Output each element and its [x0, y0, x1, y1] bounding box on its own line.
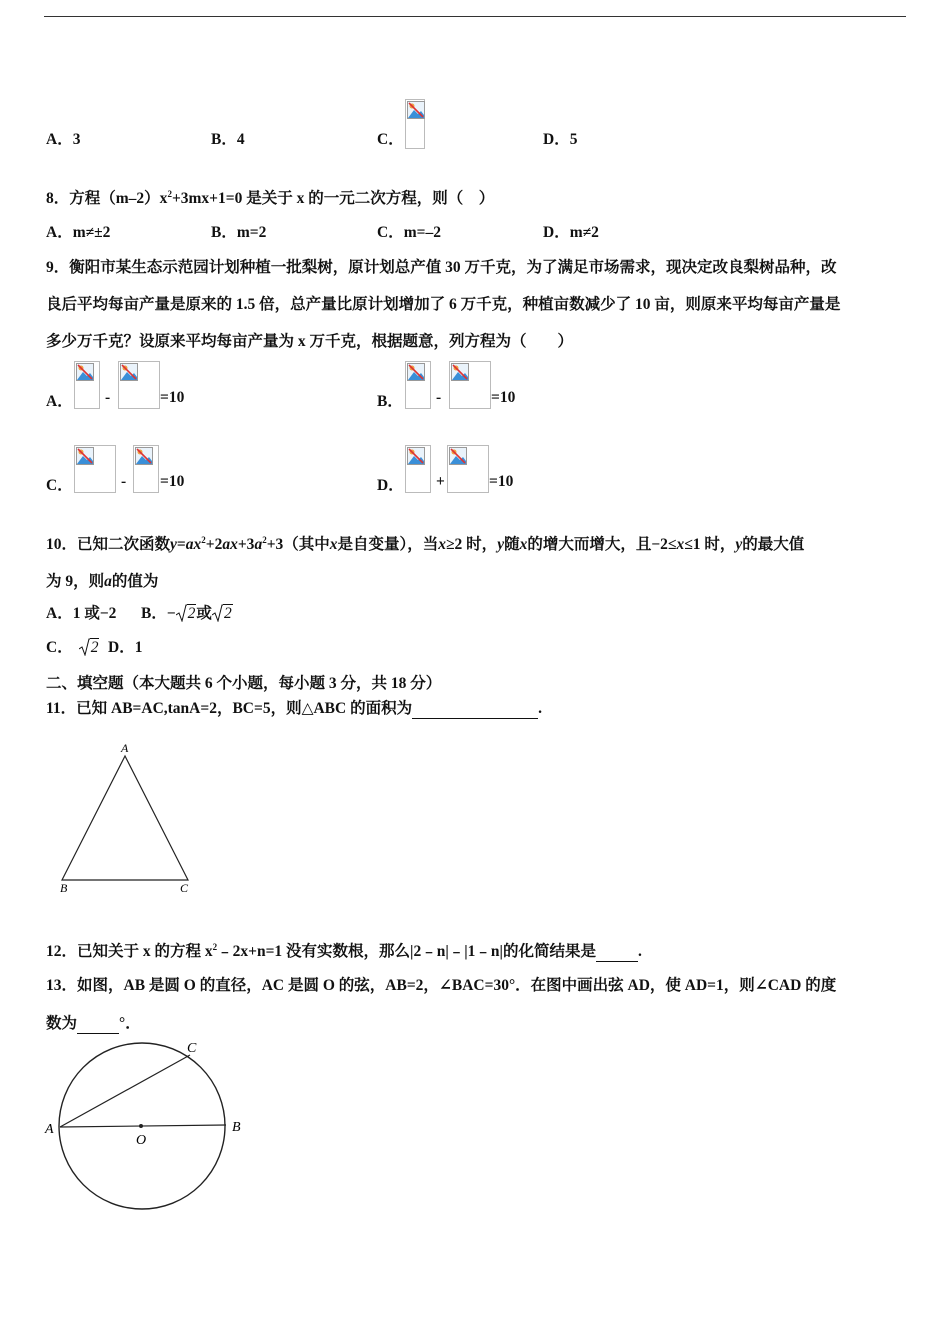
q10-line2-b: 的值为 — [111, 573, 159, 590]
q9-b-equals: =10 — [491, 389, 516, 406]
q10-term-1: ax — [185, 536, 202, 553]
q11-stem — [46, 696, 542, 719]
vertex-label-c: C — [180, 881, 189, 895]
q9-line-1: 9．衡阳市某生态示范园计划种植一批梨树，原计划总产值 30 万千克，为了满足市场需求，现决定改良梨树品种，改 — [46, 259, 837, 276]
q9-a-fraction-1-image — [74, 361, 100, 409]
q10-b-radicand-2: 2 — [223, 605, 232, 622]
q9-option-c-label: C． — [46, 477, 73, 494]
q9-c-equals: =10 — [160, 473, 185, 490]
q10-option-c-label: C． — [46, 639, 73, 656]
q10-line2-a: 为 9，则 — [46, 573, 105, 590]
q10-option-a: A．1 或−2 — [46, 605, 117, 622]
q10-text-6: 的最大值 — [742, 536, 805, 553]
point-label-a: A — [45, 1122, 54, 1137]
q13-text: 数为 — [46, 1015, 78, 1032]
q7-option-a: A．3 — [46, 131, 81, 148]
q10-mid-1: +2 — [205, 536, 223, 553]
q7-option-b: B．4 — [211, 131, 245, 148]
q13-line-2 — [46, 1011, 141, 1034]
q12-end: . — [637, 943, 642, 960]
q9-a-fraction-2-image — [118, 361, 160, 409]
broken-image-icon — [449, 447, 467, 465]
q10-exp-2: 2 — [262, 534, 267, 545]
q10-option-d: D．1 — [108, 639, 143, 656]
q10-var-x-4: x — [676, 536, 685, 553]
radical-sign-icon — [79, 638, 90, 656]
q12-text-1: 12．已知关于 x 的方程 x — [46, 943, 213, 960]
q9-b-fraction-2-image — [449, 361, 491, 409]
q13-end: °． — [119, 1015, 141, 1032]
q10-option-c — [46, 635, 99, 657]
q9-a-equals: =10 — [160, 389, 185, 406]
q10-mid-2: +3 — [237, 536, 255, 553]
q7-option-d: D．5 — [543, 131, 578, 148]
sqrt-symbol-icon — [212, 604, 233, 623]
q10-term-2: ax — [222, 536, 238, 553]
q10-eq: = — [176, 536, 186, 553]
q10-text-2: ≥2 时， — [446, 536, 498, 553]
broken-image-icon — [407, 447, 425, 465]
q10-line-1 — [46, 532, 804, 554]
q9-option-a-label: A． — [46, 393, 73, 410]
broken-image-icon — [407, 101, 425, 119]
q10-term-3: a — [254, 536, 263, 553]
broken-image-icon — [120, 363, 138, 381]
q10-option-b — [141, 601, 233, 623]
broken-image-icon — [76, 363, 94, 381]
q9-c-fraction-2-image — [133, 445, 159, 493]
q8-option-c: C．m=–2 — [377, 224, 441, 241]
center-point-o — [139, 1124, 143, 1128]
point-label-b: B — [232, 1120, 241, 1135]
q8-number: 8． — [46, 190, 70, 207]
broken-image-icon — [407, 363, 425, 381]
broken-image-icon — [76, 447, 94, 465]
q8-option-b: B．m=2 — [211, 224, 267, 241]
q10-number: 10．已知二次函数 — [46, 536, 171, 553]
q11-answer-blank — [412, 700, 538, 719]
q7-option-c-image — [405, 99, 425, 149]
point-label-c: C — [187, 1041, 197, 1056]
triangle-abc-figure — [50, 738, 200, 898]
q8-option-a: A．m≠±2 — [46, 224, 111, 241]
q10-var-y-2: y — [735, 536, 743, 553]
q10-option-b-or: 或 — [196, 605, 212, 622]
broken-image-icon — [135, 447, 153, 465]
q10-var-x-1: x — [329, 536, 338, 553]
q12-exponent: 2 — [212, 941, 218, 952]
q10-text-3: 随 — [504, 536, 520, 553]
q9-c-fraction-1-image — [74, 445, 116, 493]
q9-c-operator: - — [121, 473, 127, 490]
q9-d-fraction-2-image — [447, 445, 489, 493]
q10-line-2 — [46, 569, 158, 591]
q9-line-3: 多少万千克？设原来平均每亩产量为 x 万千克，根据题意，列方程为（ ） — [46, 333, 574, 350]
q10-func-end: +3（其中 — [266, 536, 330, 553]
q10-c-radicand: 2 — [90, 639, 99, 656]
q8-option-d: D．m≠2 — [543, 224, 599, 241]
header-rule — [44, 16, 906, 17]
q9-b-operator: - — [436, 389, 442, 406]
vertex-label-a: A — [121, 741, 129, 755]
q10-b-radicand-1: 2 — [187, 605, 196, 622]
circle-o-figure — [40, 1035, 255, 1220]
q11-text: 11．已知 AB=AC,tanA=2，BC=5，则△ABC 的面积为 — [46, 700, 413, 717]
q11-end: . — [538, 700, 542, 717]
q9-d-equals: =10 — [489, 473, 514, 490]
vertex-label-b: B — [60, 881, 68, 895]
q8-stem — [46, 186, 494, 208]
radical-sign-icon — [212, 604, 223, 622]
q10-var-x-2: x — [438, 536, 447, 553]
q9-b-fraction-1-image — [405, 361, 431, 409]
q13-line-1: 13．如图，AB 是圆 O 的直径，AC 是圆 O 的弦，AB=2，∠BAC=30°．在图中画出弦 AD，使 AD=1，则∠CAD 的度 — [46, 977, 837, 994]
q10-var-x-3: x — [519, 536, 528, 553]
q10-text-1: 是自变量），当 — [337, 536, 439, 553]
chord-ac — [60, 1055, 190, 1127]
radical-sign-icon — [176, 604, 187, 622]
q10-var-y: y — [170, 536, 177, 553]
q12-answer-blank — [596, 943, 638, 962]
q10-exp-1: 2 — [201, 534, 206, 545]
section-2-heading: 二、填空题（本大题共 6 个小题，每小题 3 分，共 18 分） — [46, 675, 442, 692]
q10-text-4: 的增大而增大，且−2≤ — [527, 536, 677, 553]
q10-var-y-1: y — [497, 536, 505, 553]
q10-text-5: ≤1 时， — [684, 536, 736, 553]
point-label-o: O — [136, 1133, 147, 1148]
q12-text-2: ﹣2x+n=1 没有实数根，那么|2﹣n|﹣|1﹣n|的化简结果是 — [217, 943, 596, 960]
q9-option-b-label: B． — [377, 393, 403, 410]
q8-exponent: 2 — [167, 188, 172, 199]
broken-image-icon — [451, 363, 469, 381]
sqrt-symbol-icon — [176, 604, 197, 623]
q12-stem — [46, 939, 642, 962]
q13-answer-blank — [77, 1015, 119, 1034]
q9-d-fraction-1-image — [405, 445, 431, 493]
q10-var-a: a — [104, 573, 112, 590]
q10-option-b-label: B．− — [141, 605, 176, 622]
q8-text-1: 方程（m–2）x — [69, 190, 168, 207]
sqrt-symbol-icon — [79, 638, 100, 657]
q7-option-c: C． — [377, 131, 404, 148]
q9-a-operator: - — [105, 389, 111, 406]
triangle-abc — [62, 756, 188, 880]
q9-line-2: 良后平均每亩产量是原来的 1.5 倍，总产量比原计划增加了 6 万千克，种植亩数减少了 10 亩，则原来平均每亩产量是 — [46, 296, 841, 313]
q9-option-d-label: D． — [377, 477, 404, 494]
q8-text-2: +3mx+1=0 是关于 x 的一元二次方程，则（ ） — [171, 190, 495, 207]
q9-d-operator: + — [436, 473, 445, 490]
